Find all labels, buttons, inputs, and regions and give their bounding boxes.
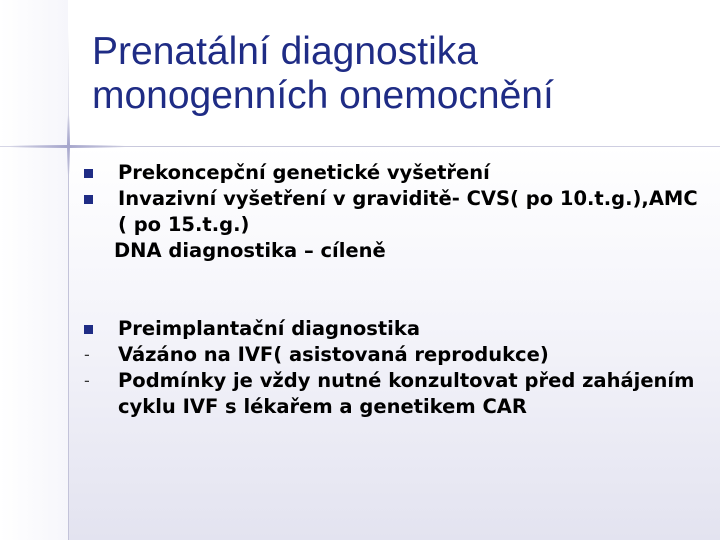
square-bullet-icon [84,160,104,186]
bullet-item-preconception [84,160,704,186]
square-bullet-icon [84,186,104,212]
vertical-rule [68,30,69,540]
bullet-item-conditions [84,368,704,420]
bullet-text: Prekoncepční genetické vyšetření [118,161,490,184]
continuation-line-dna: DNA diagnostika – cíleně [114,239,386,262]
square-bullet-icon [84,316,104,342]
dash-bullet-icon: - [84,371,90,390]
bullet-text: Podmínky je vždy nutné konzultovat před zahájením cyklu IVF s lékařem a genetikem CAR [118,369,695,418]
slide-title [92,30,702,118]
bullet-text: Preimplantační diagnostika [118,317,420,340]
title-line-1: Prenatální diagnostika [92,30,478,73]
dash-bullet-icon: - [84,345,90,364]
bullet-text: Vázáno na IVF( asistovaná reprodukce) [118,343,549,366]
bullet-text: Invazivní vyšetření v graviditě- CVS( po 10.t.g.),AMC ( po 15.t.g.) [118,187,698,236]
left-background-band [0,0,68,540]
cross-accent-horizontal [10,145,125,148]
spacer [84,264,704,316]
slide-body [84,160,704,420]
bullet-item-ivf [84,342,704,368]
title-line-2: monogenních onemocnění [92,74,554,117]
bullet-item-preimplantation [84,316,704,342]
bullet-item-invasive [84,186,704,238]
